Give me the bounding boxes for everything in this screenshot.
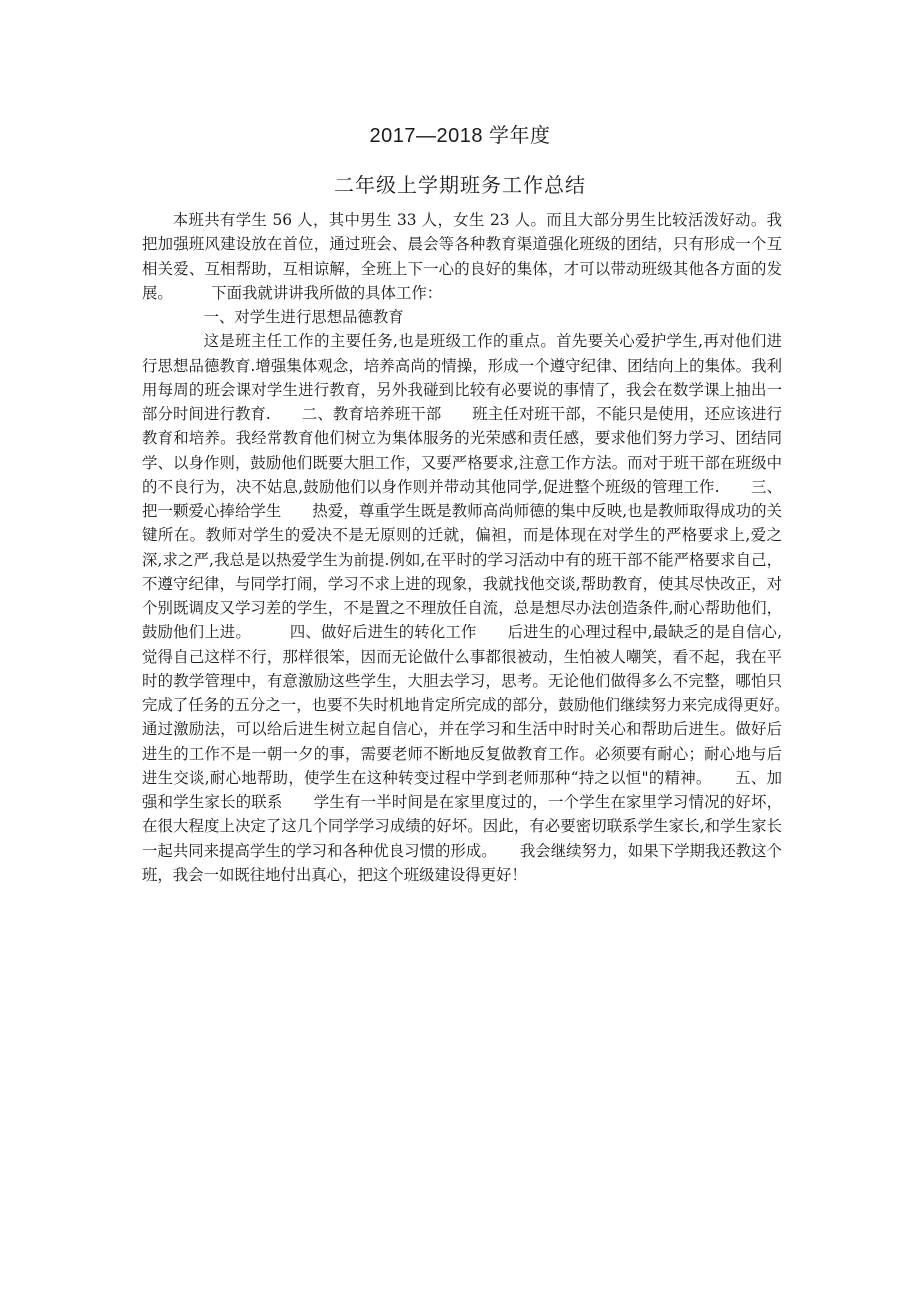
document-body [142, 208, 813, 887]
document-subtitle: 二年级上学期班务工作总结 [334, 173, 586, 197]
paragraph-main: 这是班主任工作的主要任务,也是班级工作的重点。首先要关心爱护学生,再对他们进行思想品德教育.增强集体观念，培养高尚的情操，形成一个遵守纪律、团结向上的集体。我利用每周的班会课对学生进行教育，另外我碰到比较有必要说的事情了，我会在数学课上抽出一部分时间进行教育. 二、教育培养班干部 班主任对班干部，不能只是使用，还应该进行教育和培养。我经常教育他们树立为集体服务的光荣感和责任感，要求他们努力学习、团结同学、以身作则，鼓励他们既要大胆工作，又要严格要求,注意工作方法。而对于班干部在班级中的不良行为，决不姑息,鼓励他们以身作则并带动其他同学,促进整个班级的管理工作. 三、把一颗爱心捧给学生 热爱，尊重学生既是教师高尚师德的集中反映,也是教师取得成功的关键所在。教师对学生的爱决不是无原则的迁就，偏袒，而是体现在对学生的严格要求上,爱之深,求之严,我总是以热爱学生为前提.例如,在平时的学习活动中有的班干部不能严格要求自己，不遵守纪律，与同学打闹，学习不求上进的现象，我就找他交谈,帮助教育，使其尽快改正，对个别既调皮又学习差的学生，不是置之不理放任自流，总是想尽办法创造条件,耐心帮助他们，鼓励他们上进。 四、做好后进生的转化工作 后进生的心理过程中,最缺乏的是自信心,觉得自己这样不行，那样很笨，因而无论做什么事都很被动，生怕被人嘲笑，看不起，我在平时的教学管理中，有意激励这些学生，大胆去学习，思考。无论他们做得多么不完整，哪怕只完成了任务的五分之一，也要不失时机地肯定所完成的部分，鼓励他们继续努力来完成得更好。 通过激励法，可以给后进生树立起自信心，并在学习和生活中时时关心和帮助后进生。做好后进生的工作不是一朝一夕的事，需要老师不断地反复做教育工作。必须要有耐心；耐心地与后进生交谈,耐心地帮助，使学生在这种转变过程中学到老师那种“持之以恒"的精神。 五、加强和学生家长的联系 学生有一半时间是在家里度过的，一个学生在家里学习情况的好坏，在很大程度上决定了这几个同学学习成绩的好坏。因此，有必要密切联系学生家长,和学生家长一起共同来提高学生的学习和各种优良习惯的形成。 我会继续努力，如果下学期我还教这个班，我会一如既往地付出真心，把这个班级建设得更好！ [142, 332, 813, 884]
paragraph-intro: 本班共有学生 56 人，其中男生 33 人，女生 23 人。而且大部分男生比较活泼好动。我把加强班风建设放在首位，通过班会、晨会等各种教育渠道强化班级的团结，只有形成一个互相关爱、互相帮助，互相谅解，全班上下一心的良好的集体，才可以带动班级其他各方面的发展。 下面我就讲讲我所做的具体工作： [142, 211, 782, 302]
section-heading-1: 一、对学生进行思想品德教育 [203, 308, 404, 326]
document-title: 2017—2018 学年度 [369, 125, 551, 147]
